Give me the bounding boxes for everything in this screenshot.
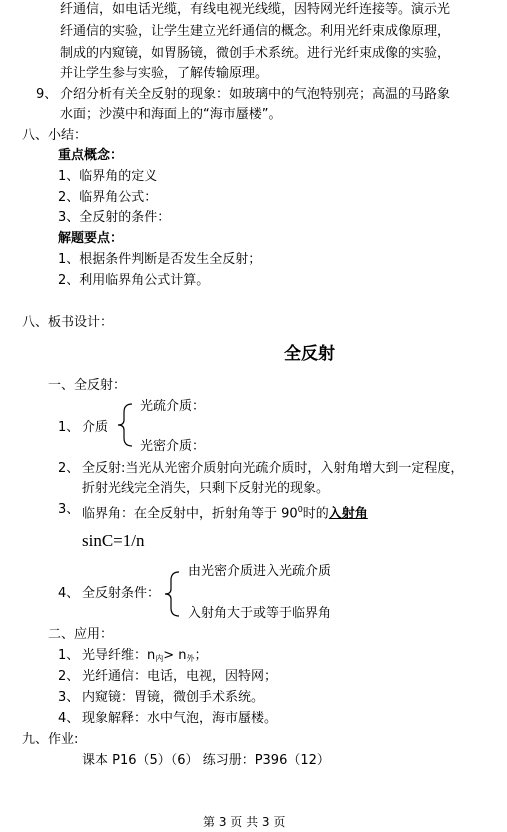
solution-point-1: 1、根据条件判断是否发生全反射； — [58, 252, 262, 267]
point-3-text — [82, 500, 368, 524]
item-9-number: 9、 — [36, 87, 58, 102]
page-footer: 第 3 页 共 3 页 — [203, 815, 286, 829]
point-2-number: 2、 — [58, 461, 80, 476]
app-1-number: 1、 — [58, 648, 80, 663]
medium-label: 介质 — [82, 420, 109, 435]
point-3-underlined: 入射角 — [328, 506, 368, 522]
app-3-number: 3、 — [58, 690, 80, 705]
board-section-1: 一、全反射： — [48, 378, 127, 393]
intro-line-4: 并让学生参与实验，了解传输原理。 — [60, 66, 269, 81]
summary-heading: 八、小结： — [22, 128, 88, 143]
board-heading: 八、板书设计： — [22, 315, 114, 330]
app-1-label: 光导纤维： — [82, 648, 148, 663]
app-3-text: 内窥镜：胃镜，微创手术系统。 — [82, 690, 265, 705]
app-1-inner-sub: 内 — [155, 654, 164, 663]
medium-brace-icon — [114, 402, 136, 448]
point-3-after: 时的 — [302, 506, 329, 522]
app-1-gt: > — [163, 648, 179, 663]
key-concept-1: 1、临界角的定义 — [58, 169, 158, 184]
point-3-degree: 0 — [297, 505, 303, 514]
solution-point-2: 2、利用临界角公式计算。 — [58, 273, 210, 288]
point-4-label: 全反射条件： — [82, 586, 161, 601]
app-4-number: 4、 — [58, 711, 80, 726]
app-2-number: 2、 — [58, 669, 80, 684]
app-1-n-inner: n — [147, 648, 156, 663]
intro-line-3: 制成的内窥镜，如胃肠镜，微创手术系统。进行光纤束成像的实验， — [60, 46, 451, 61]
intro-line-2: 纤通信的实验，让学生建立光纤通信的概念。利用光纤束成像原理， — [60, 24, 451, 39]
board-title: 全反射 — [284, 344, 335, 364]
item-9-line-1: 介绍分析有关全反射的现象：如玻璃中的气泡特别亮；高温的马路象 — [60, 87, 451, 102]
app-1-text — [82, 646, 208, 669]
condition-2: 入射角大于或等于临界角 — [188, 606, 332, 621]
key-concept-3: 3、全反射的条件： — [58, 210, 171, 225]
point-2-line-1: 全反射:当光从光密介质射向光疏介质时，入射角增大到一定程度， — [82, 461, 464, 476]
app-1-outer-sub: 外 — [186, 654, 195, 663]
item-9-line-2: 水面；沙漠中和海面上的“海市蜃楼”。 — [60, 107, 282, 122]
board-section-2: 二、应用： — [48, 627, 114, 642]
point-4-number: 4、 — [58, 586, 80, 601]
conditions-brace-icon — [161, 570, 183, 618]
homework-heading: 九、作业: — [22, 732, 79, 747]
solution-points-label: 解题要点： — [58, 231, 124, 246]
key-concepts-label: 重点概念： — [58, 148, 124, 163]
key-concept-2: 2、临界角公式： — [58, 190, 158, 205]
medium-number: 1、 — [58, 420, 80, 435]
app-2-text: 光纤通信：电话，电视，因特网； — [82, 669, 278, 684]
medium-dense: 光密介质： — [140, 439, 206, 454]
point-3-number: 3、 — [58, 502, 80, 517]
point-2-line-2: 折射光线完全消失，只剩下反射光的现象。 — [82, 481, 330, 496]
critical-angle-formula: sinC=1/n — [82, 531, 145, 550]
intro-line-1: 纤通信，如电话光缆，有线电视光线缆，因特网光纤连接等。演示光 — [60, 2, 451, 17]
medium-sparse: 光疏介质： — [140, 399, 206, 414]
condition-1: 由光密介质进入光疏介质 — [188, 564, 332, 579]
homework-text: 课本 P16（5）（6） 练习册：P396（12） — [82, 753, 330, 768]
app-1-end: ； — [194, 648, 208, 663]
point-3-main: 临界角：在全反射中，折射角等于 90 — [82, 506, 298, 522]
app-4-text: 现象解释：水中气泡，海市蜃楼。 — [82, 711, 278, 726]
app-1-n-outer: n — [178, 648, 187, 663]
